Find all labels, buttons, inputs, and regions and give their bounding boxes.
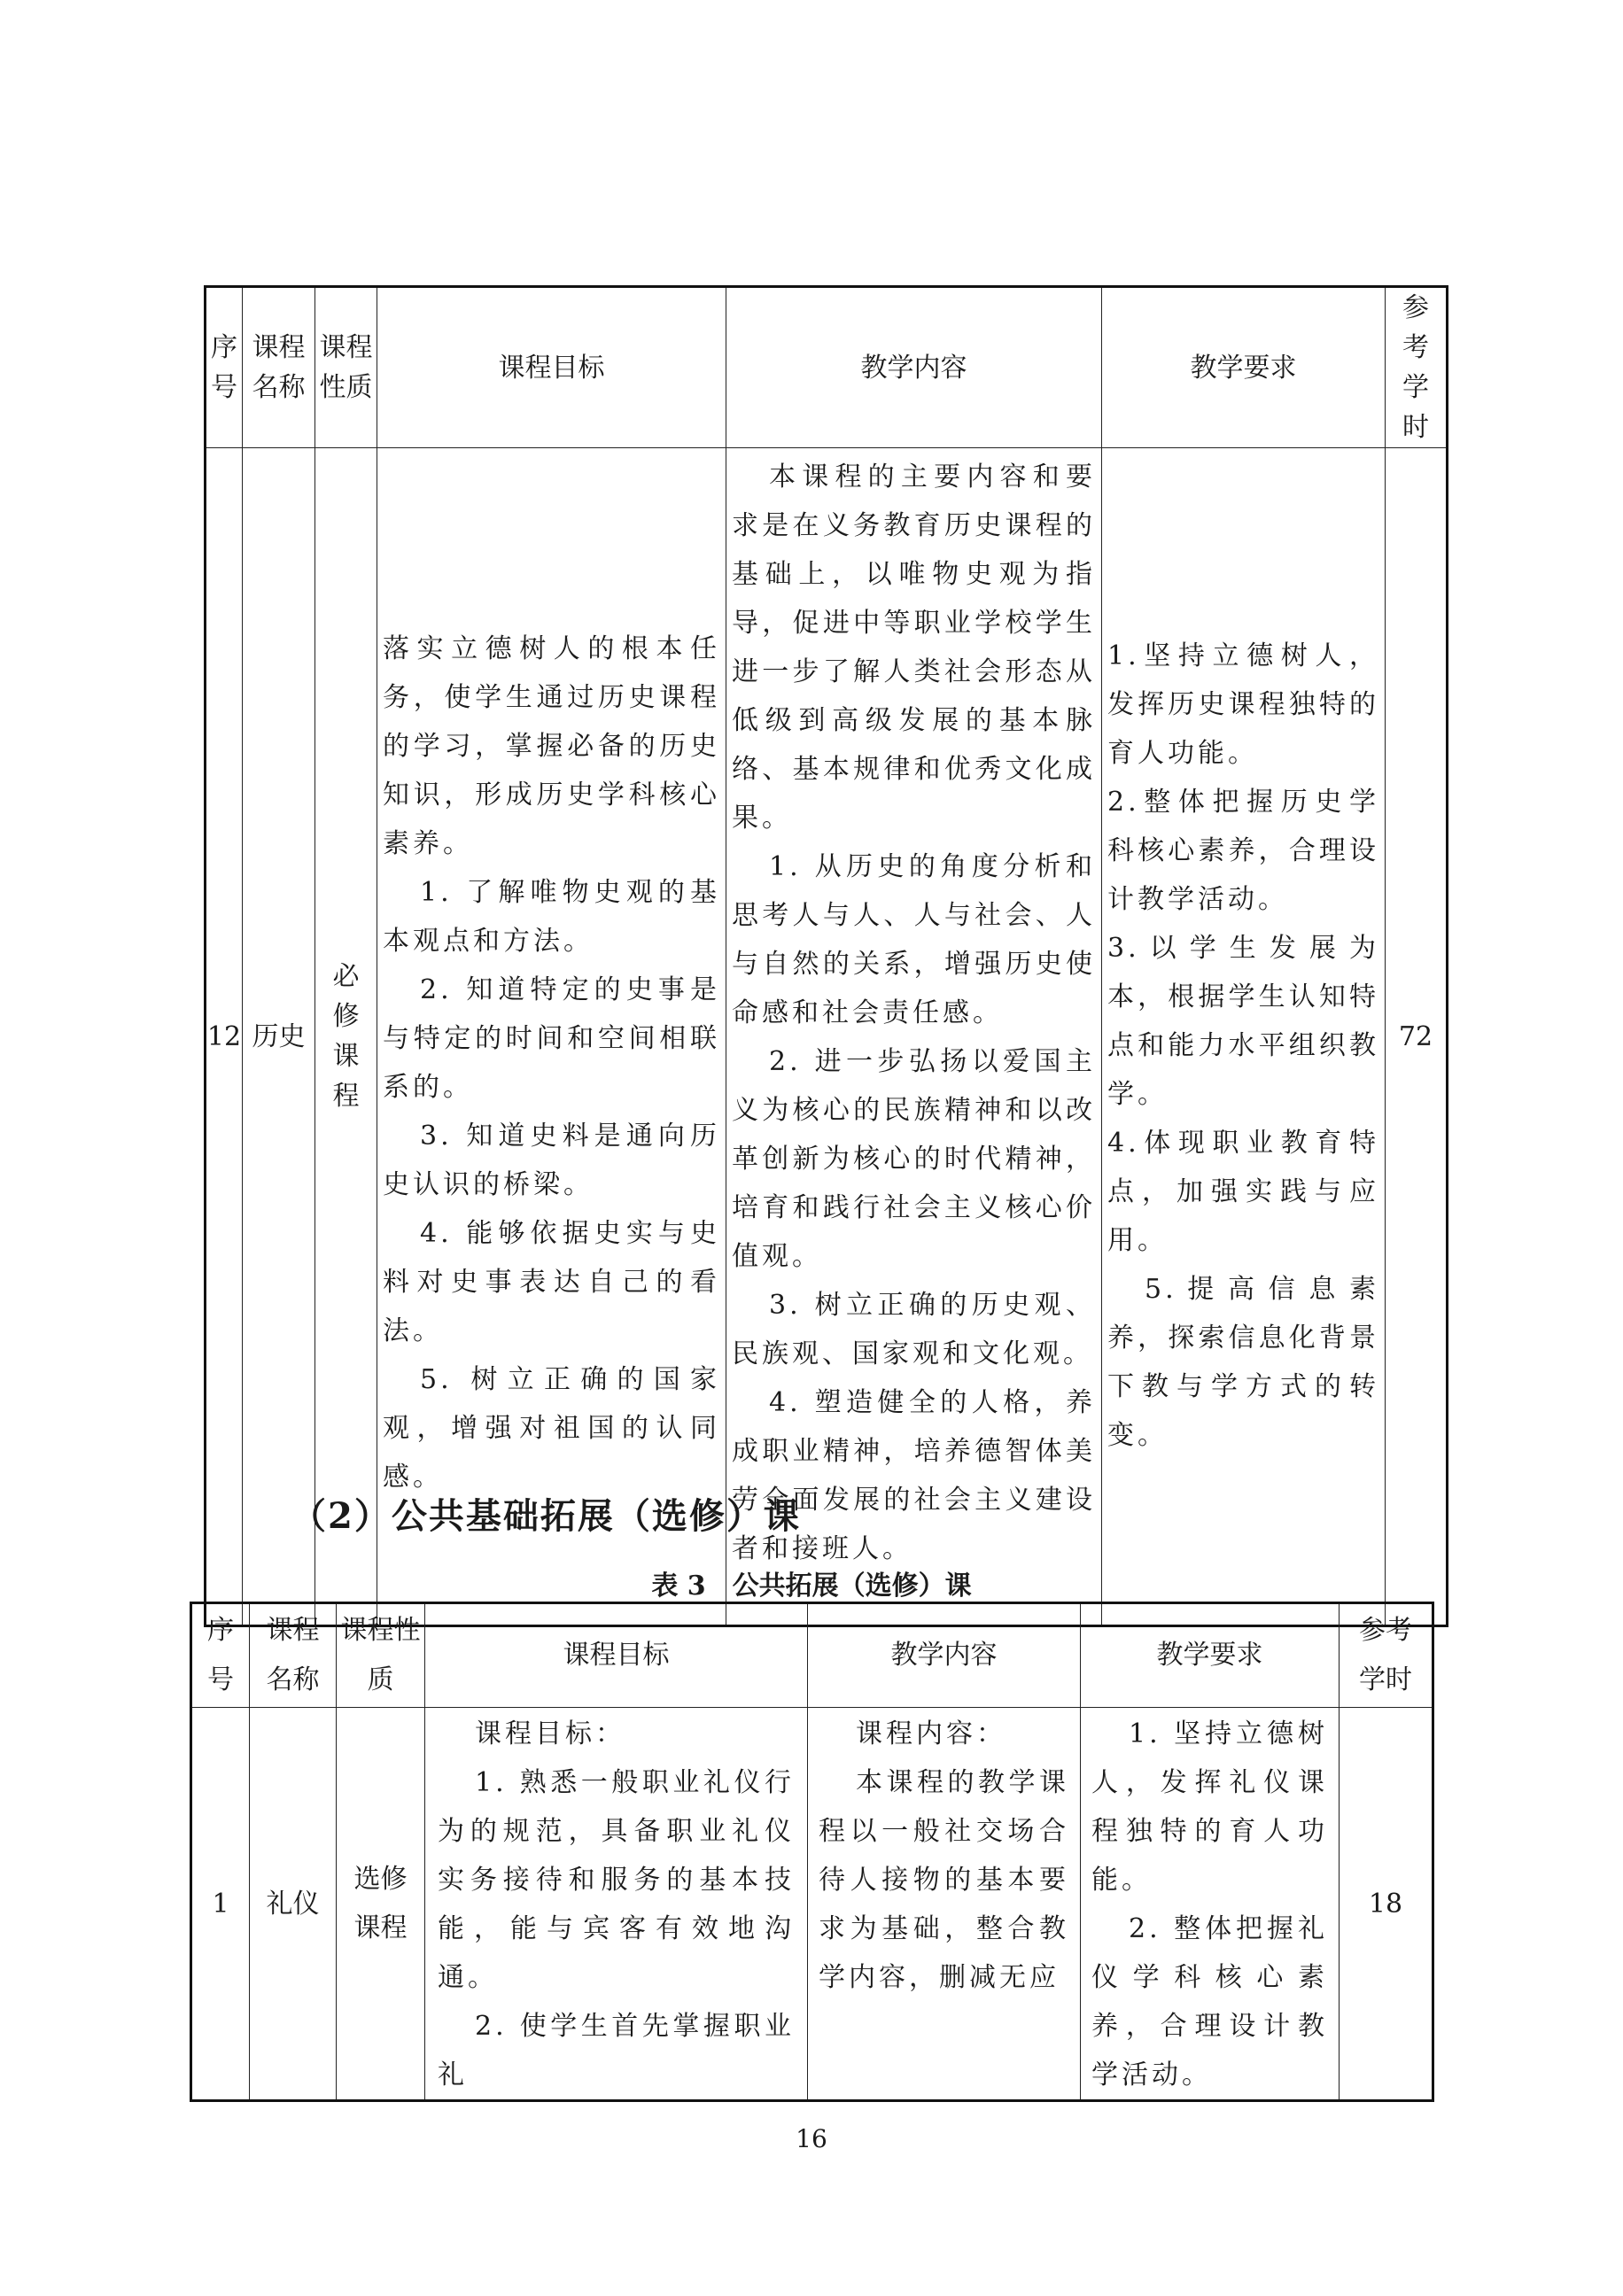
table-row xyxy=(206,448,1448,1626)
header-goal: 课程目标 xyxy=(377,287,726,448)
header-no: 序号 xyxy=(206,287,243,448)
requirement-paragraph: 1.坚持立德树人，发挥历史课程独特的育人功能。 xyxy=(1107,640,1379,769)
cell-goal xyxy=(377,448,726,1626)
cell-content xyxy=(808,1708,1081,2101)
content-paragraph: 4. 塑造健全的人格，养成职业精神，培养德智体美劳全面发展的社会主义建设者和接班人。 xyxy=(732,1387,1096,1564)
goal-paragraph: 1. 熟悉一般职业礼仪行为的规范，具备职业礼仪实务接待和服务的基本技能，能与宾客有效地沟通。 xyxy=(438,1767,795,1993)
course-table-required xyxy=(204,285,1448,1627)
requirement-paragraph: 2.整体把握历史学科核心素养，合理设计教学活动。 xyxy=(1107,786,1379,915)
goal-paragraph: 落实立德树人的根本任务，使学生通过历史课程的学习，掌握必备的历史知识，形成历史学科核心素养。 xyxy=(383,633,720,859)
header-requirement: 教学要求 xyxy=(1102,287,1386,448)
header-content: 教学内容 xyxy=(726,287,1102,448)
goal-paragraph: 2. 知道特定的史事是与特定的时间和空间相联系的。 xyxy=(383,974,720,1103)
content-paragraph: 1. 从历史的角度分析和思考人与人、人与社会、人与自然的关系，增强历史使命感和社会责任感。 xyxy=(732,851,1096,1028)
goal-paragraph: 课程目标： xyxy=(475,1718,625,1749)
cell-hours: 18 xyxy=(1340,1708,1433,2101)
cell-course-name: 历史 xyxy=(243,448,315,1626)
cell-requirement xyxy=(1102,448,1386,1626)
header-name: 课程名称 xyxy=(250,1603,337,1708)
requirement-paragraph: 4.体现职业教育特点，加强实践与应用。 xyxy=(1107,1127,1379,1256)
goal-paragraph: 2. 使学生首先掌握职业礼 xyxy=(438,2011,795,2090)
table-header-row xyxy=(206,287,1448,448)
content-paragraph: 3. 树立正确的历史观、民族观、国家观和文化观。 xyxy=(732,1290,1096,1369)
requirement-paragraph: 2. 整体把握礼仪学科核心素养，合理设计教学活动。 xyxy=(1091,1913,1328,2090)
table-header-row xyxy=(191,1603,1433,1708)
header-no: 序号 xyxy=(191,1603,250,1708)
header-goal: 课程目标 xyxy=(425,1603,808,1708)
header-name: 课程名称 xyxy=(243,287,315,448)
table-row xyxy=(191,1708,1433,2101)
cell-no: 1 xyxy=(191,1708,250,2101)
cell-course-type: 必修课程 xyxy=(315,448,377,1626)
header-type: 课程性质 xyxy=(315,287,377,448)
requirement-paragraph: 5.提高信息素养，探索信息化背景下教与学方式的转变。 xyxy=(1107,1273,1379,1451)
header-hours: 参考学时 xyxy=(1340,1603,1433,1708)
requirement-paragraph: 1. 坚持立德树人，发挥礼仪课程独特的育人功能。 xyxy=(1091,1718,1328,1896)
section-heading: （2）公共基础拓展（选修）课 xyxy=(291,1495,801,1537)
content-paragraph: 2. 进一步弘扬以爱国主义为核心的民族精神和以改革创新为核心的时代精神，培育和践行社会主义核心价值观。 xyxy=(732,1046,1096,1272)
course-table-elective xyxy=(190,1602,1434,2102)
goal-paragraph: 5. 树立正确的国家观，增强对祖国的认同感。 xyxy=(383,1364,720,1493)
goal-paragraph: 1. 了解唯物史观的基本观点和方法。 xyxy=(383,877,720,957)
content-paragraph: 本课程的教学课程以一般社交场合待人接物的基本要求为基础，整合教学内容，删减无应 xyxy=(819,1767,1069,1993)
cell-content xyxy=(726,448,1102,1626)
cell-no: 12 xyxy=(206,448,243,1626)
header-hours: 参考学时 xyxy=(1386,287,1448,448)
cell-requirement xyxy=(1081,1708,1340,2101)
goal-paragraph: 3. 知道史料是通向历史认识的桥梁。 xyxy=(383,1121,720,1200)
cell-hours: 72 xyxy=(1386,448,1448,1626)
content-paragraph: 课程内容： xyxy=(856,1718,1006,1749)
goal-paragraph: 4. 能够依据史实与史料对史事表达自己的看法。 xyxy=(383,1218,720,1346)
header-requirement: 教学要求 xyxy=(1081,1603,1340,1708)
header-content: 教学内容 xyxy=(808,1603,1081,1708)
content-paragraph: 本课程的主要内容和要求是在义务教育历史课程的基础上，以唯物史观为指导，促进中等职业学校学生进一步了解人类社会形态从低级到高级发展的基本脉络、基本规律和优秀文化成果。 xyxy=(732,462,1096,834)
requirement-paragraph: 3.以学生发展为本，根据学生认知特点和能力水平组织教学。 xyxy=(1107,932,1379,1110)
page-number: 16 xyxy=(796,2124,827,2153)
header-type: 课程性质 xyxy=(337,1603,425,1708)
cell-course-type: 选修课程 xyxy=(337,1708,425,2101)
cell-goal xyxy=(425,1708,808,2101)
cell-course-name: 礼仪 xyxy=(250,1708,337,2101)
table-caption: 表 3 公共拓展（选修）课 xyxy=(651,1571,972,1602)
